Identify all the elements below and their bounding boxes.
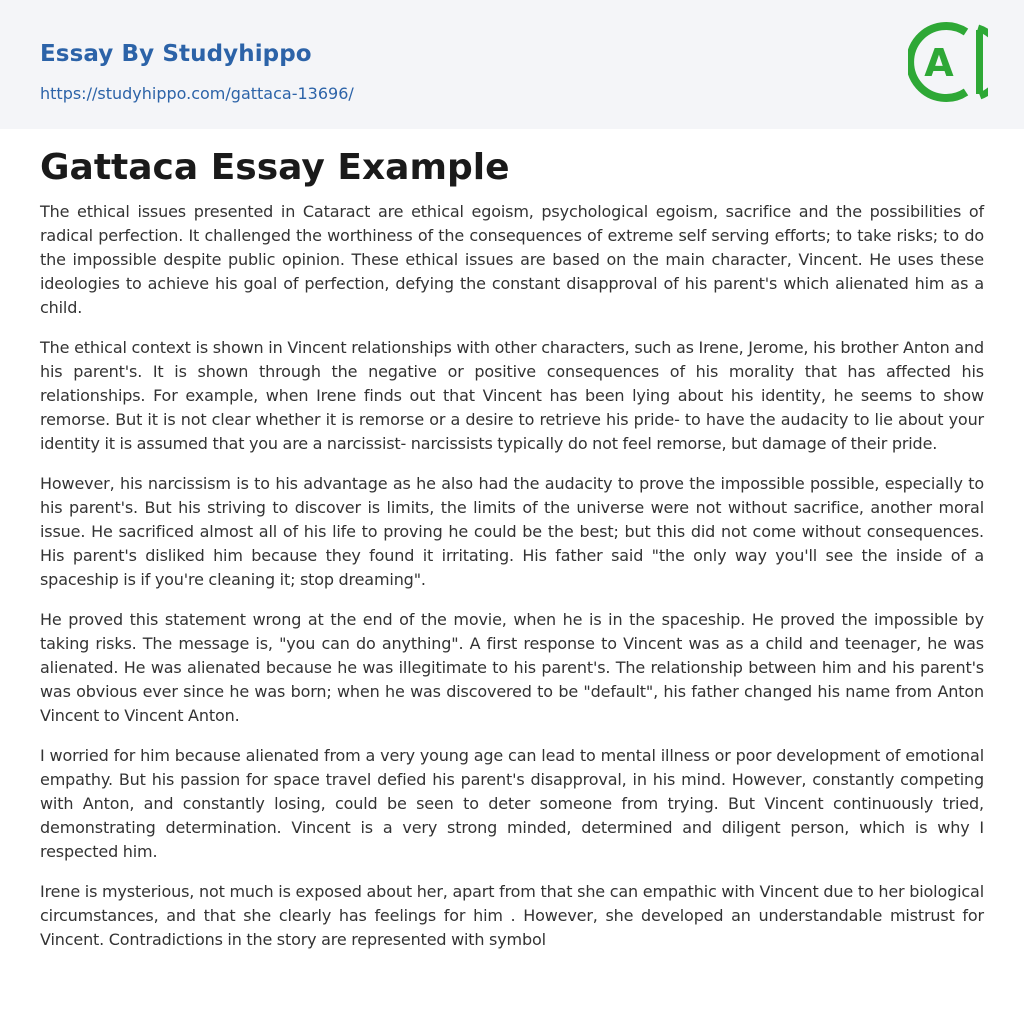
- paragraph: The ethical context is shown in Vincent relationships with other characters, such as Irene, Jerome, his brother Anton and his parent's. It is shown through the negative or positive consequences of his morality that has affected his relationships. For example, when Irene finds out that Vincent has been lying about his identity, he seems to show remorse. But it is not clear whether it is remorse or a desire to retrieve his pride- to have the audacity to lie about your identity it is assumed that you are a narcissist- narcissists typically do not feel remorse, but damage of their pride.: [40, 338, 984, 453]
- page-title: Gattaca Essay Example: [40, 147, 510, 188]
- studyhippo-logo-icon[interactable]: [908, 18, 988, 106]
- paragraph: The ethical issues presented in Cataract are ethical egoism, psychological egoism, sacrifice and the possibilities of radical perfection. It challenged the worthiness of the consequences of extreme self serving efforts; to take risks; to do the impossible despite public opinion. These ethical issues are based on the main character, Vincent. He uses these ideologies to achieve his goal of perfection, defying the constant disapproval of his parent's which alienated him as a child.: [40, 202, 984, 317]
- article: [40, 146, 984, 968]
- source-url-link[interactable]: https://studyhippo.com/gattaca-13696/: [40, 84, 354, 103]
- paragraph: I worried for him because alienated from a very young age can lead to mental illness or poor development of emotional empathy. But his passion for space travel defied his parent's disapproval, in his mind. However, constantly competing with Anton, and constantly losing, could be seen to deter someone from trying. But Vincent continuously tried, demonstrating determination. Vincent is a very strong minded, determined and diligent person, which is why I respected him.: [40, 746, 984, 861]
- paragraph: However, his narcissism is to his advantage as he also had the audacity to prove the impossible possible, especially to his parent's. But his striving to discover is limits, the limits of the universe were not without sacrifice, another moral issue. He sacrificed almost all of his life to proving he could be the best; but this did not come without consequences. His parent's disliked him because they found it irritating. His father said "the only way you'll see the inside of a spaceship is if you're cleaning it; stop dreaming".: [40, 474, 984, 589]
- paragraph: Irene is mysterious, not much is exposed about her, apart from that she can empathic with Vincent due to her biological circumstances, and that she clearly has feelings for him . However, she developed an understandable mistrust for Vincent. Contradictions in the story are represented with symbol: [40, 882, 984, 949]
- site-brand[interactable]: Essay By Studyhippo: [40, 41, 312, 67]
- logo-letter: A: [924, 41, 954, 85]
- site-header: [0, 0, 1024, 129]
- paragraph: He proved this statement wrong at the end of the movie, when he is in the spaceship. He proved the impossible by taking risks. The message is, "you can do anything". A first response to Vincent was as a child and teenager, he was alienated. He was alienated because he was illegitimate to his parent's. The relationship between him and his parent's was obvious ever since he was born; when he was discovered to be "default", his father changed his name from Anton Vincent to Vincent Anton.: [40, 610, 984, 725]
